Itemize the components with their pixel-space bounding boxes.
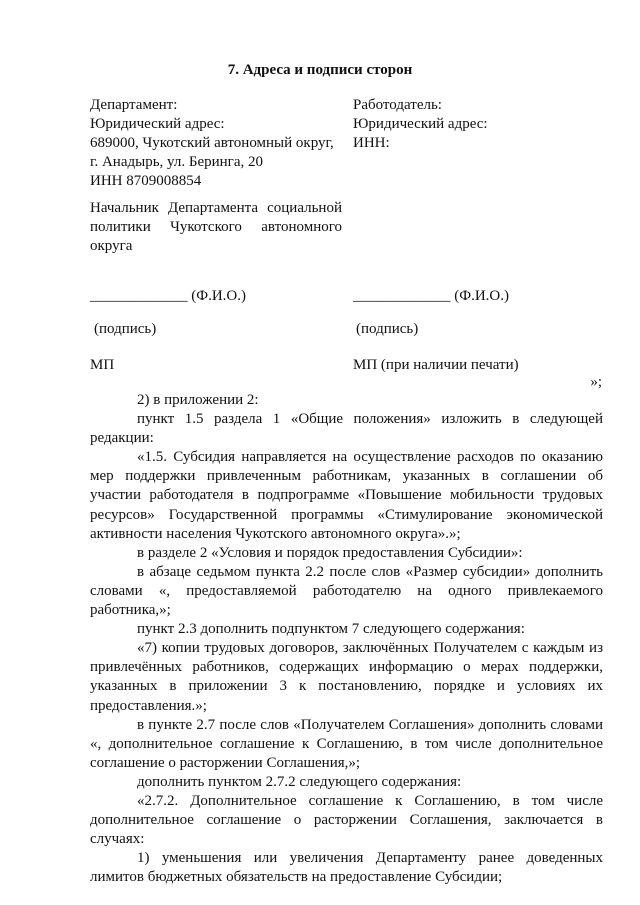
paragraph: пункт 1.5 раздела 1 «Общие положения» изложить в следующей редакции:: [90, 411, 603, 447]
left-party-position-block: [90, 199, 342, 256]
paragraph: «2.7.2. Дополнительное соглашение к Соглашению, в том числе дополнительное соглашение о расторжении Соглашения, заключается в случаях:: [90, 792, 603, 848]
paragraph: в разделе 2 «Условия и порядок предоставления Субсидии»:: [137, 544, 523, 561]
left-party-name: Департамент:: [90, 97, 178, 113]
left-party-stamp: МП: [90, 357, 115, 373]
paragraph: в пункте 2.7 после слов «Получателем Соглашения» дополнить словами «, дополнительное соглашение к Соглашению, в том числе дополнительное соглашение о расторжении Соглашения,»;: [90, 716, 603, 771]
left-party-address-label: Юридический адрес:: [90, 116, 225, 132]
right-party-name: Работодатель:: [353, 97, 442, 113]
left-party-inn: ИНН 8709008854: [90, 173, 202, 189]
paragraph: 1) уменьшения или увеличения Департаменту ранее доведенных лимитов бюджетных обязательств на предоставление Субсидии;: [90, 850, 603, 886]
left-party-address-block: [90, 96, 342, 191]
left-party-position-line3: округа: [90, 238, 133, 254]
right-party-signature-caption: (подпись): [356, 321, 419, 337]
left-party-position-line2: политики Чукотского автономного: [90, 219, 342, 235]
left-party-signature-line: _____________ (Ф.И.О.): [90, 288, 247, 304]
amendment-body: [90, 391, 603, 887]
paragraph: «1.5. Субсидия направляется на осуществление расходов по оказанию мер поддержки привлеченным работникам, указанных в соглашении об участии работодателя в подпрограмме «Повышение мобильности трудовых ресурсов» Государственной программы «Стимулирование экономической активности населения Чукотского автономного округа».»;: [90, 449, 603, 542]
right-party-inn: ИНН:: [353, 135, 390, 151]
paragraph: в абзаце седьмом пункта 2.2 после слов «Размер субсидии» дополнить словами «, предоставляемой работодателю на одного привлекаемого работника,»;: [90, 563, 603, 619]
left-party-address-line1: 689000, Чукотский автономный округ,: [90, 135, 334, 151]
paragraph: «7) копии трудовых договоров, заключённых Получателем с каждым из привлечённых работников, содержащих информацию о мерах поддержки, указанных в приложении 3 к постановлению, порядке и условиях их предоставления.»;: [90, 640, 603, 714]
right-party-signature-line: _____________ (Ф.И.О.): [353, 288, 510, 304]
paragraph: 2) в приложении 2:: [137, 392, 259, 408]
left-party-signature-caption: (подпись): [94, 321, 157, 337]
right-party-stamp: МП (при наличии печати): [353, 357, 519, 373]
closing-quote: »;: [590, 374, 602, 390]
left-party-address-line2: г. Анадырь, ул. Беринга, 20: [90, 154, 263, 170]
paragraph: пункт 2.3 дополнить подпунктом 7 следующего содержания:: [137, 621, 525, 638]
right-party-address-block: [353, 96, 603, 153]
paragraph: дополнить пунктом 2.7.2 следующего содержания:: [137, 773, 462, 790]
right-party-address-label: Юридический адрес:: [353, 116, 488, 132]
section-title: 7. Адреса и подписи сторон: [227, 62, 413, 78]
left-party-position-line1: Начальник Департамента социальной: [90, 200, 342, 216]
